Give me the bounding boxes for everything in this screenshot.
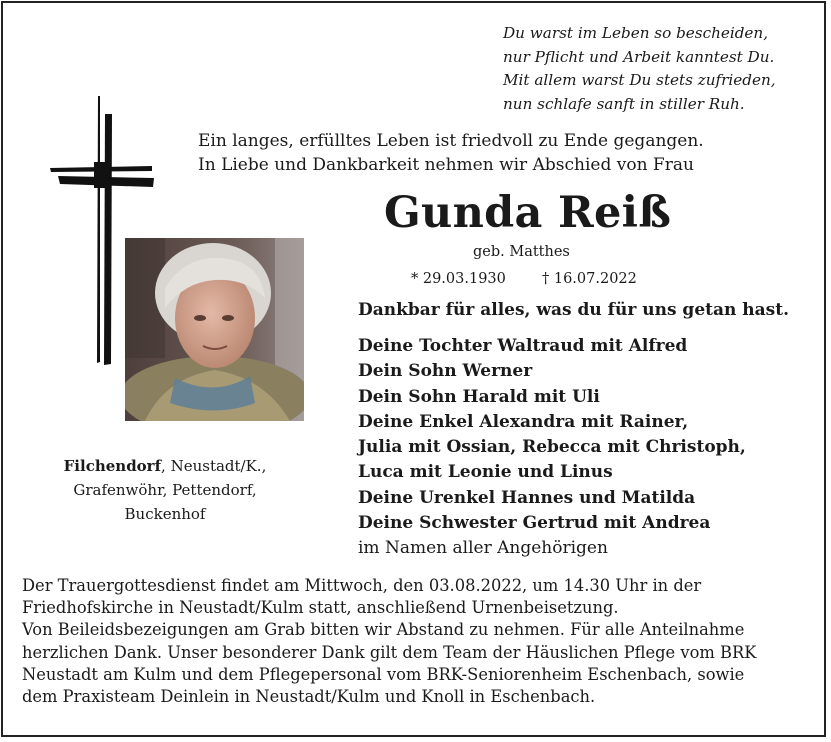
family-member: Deine Enkel Alexandra mit Rainer, [358,411,689,432]
deceased-name: Gunda Reiß [384,188,672,238]
service-line: Neustadt am Kulm und dem Pflegepersonal vom BRK-Seniorenheim Eschenbach, sowie [22,664,745,684]
family-member: Luca mit Leonie und Linus [358,462,613,483]
service-line: Friedhofskirche in Neustadt/Kulm statt, anschließend Urnenbeisetzung. [22,598,619,618]
intro-line: In Liebe und Dankbarkeit nehmen wir Abschied von Frau [198,155,694,175]
thanks-line: Dankbar für alles, was du für uns getan hast. [358,300,790,320]
intro-text [198,129,704,177]
family-member: Dein Sohn Harald mit Uli [358,386,600,407]
places-line: Buckenhof [124,505,206,523]
service-line: herzlichen Dank. Unser besonderer Dank gilt dem Team der Häuslichen Pflege vom BRK [22,642,757,662]
family-closing: im Namen aller Angehörigen [358,538,608,559]
service-line: Der Trauergottesdienst findet am Mittwoch, den 03.08.2022, um 14.30 Uhr in der [22,576,702,595]
poem-line: Du warst im Leben so bescheiden, [503,24,769,42]
places-line [40,454,290,478]
poem-line: nur Pflicht und Arbeit kanntest Du. [503,47,775,66]
places-line: Grafenwöhr, Pettendorf, [73,481,257,499]
family-member: Deine Urenkel Hannes und Matilda [358,487,696,508]
family-member: Deine Schwester Gertrud mit Andrea [358,513,711,534]
poem [503,22,776,116]
poem-line: Mit allem warst Du stets zufrieden, [503,71,776,89]
maiden-name: geb. Matthes [473,244,570,260]
birth-date: * 29.03.1930 [411,271,506,287]
intro-line: Ein langes, erfülltes Leben ist friedvoll zu Ende gegangen. [198,131,704,151]
service-line: Von Beileidsbezeigungen am Grab bitten wir Abstand zu nehmen. Für alle Anteilnahme [22,620,745,640]
places [40,454,290,526]
family-member: Dein Sohn Werner [358,361,533,382]
service-line: dem Praxisteam Deinlein in Neustadt/Kulm und Knoll in Eschenbach. [22,687,596,707]
death-date: † 16.07.2022 [542,271,637,287]
portrait-photo [125,238,304,421]
family-member: Julia mit Ossian, Rebecca mit Christoph, [358,437,746,458]
service-text [22,575,756,708]
family-list [358,334,746,562]
poem-line: nun schlafe sanft in stiller Ruh. [503,94,745,113]
family-member: Deine Tochter Waltraud mit Alfred [358,336,688,356]
places-rest: , Neustadt/K., [161,457,267,475]
places-main: Filchendorf [63,457,162,475]
